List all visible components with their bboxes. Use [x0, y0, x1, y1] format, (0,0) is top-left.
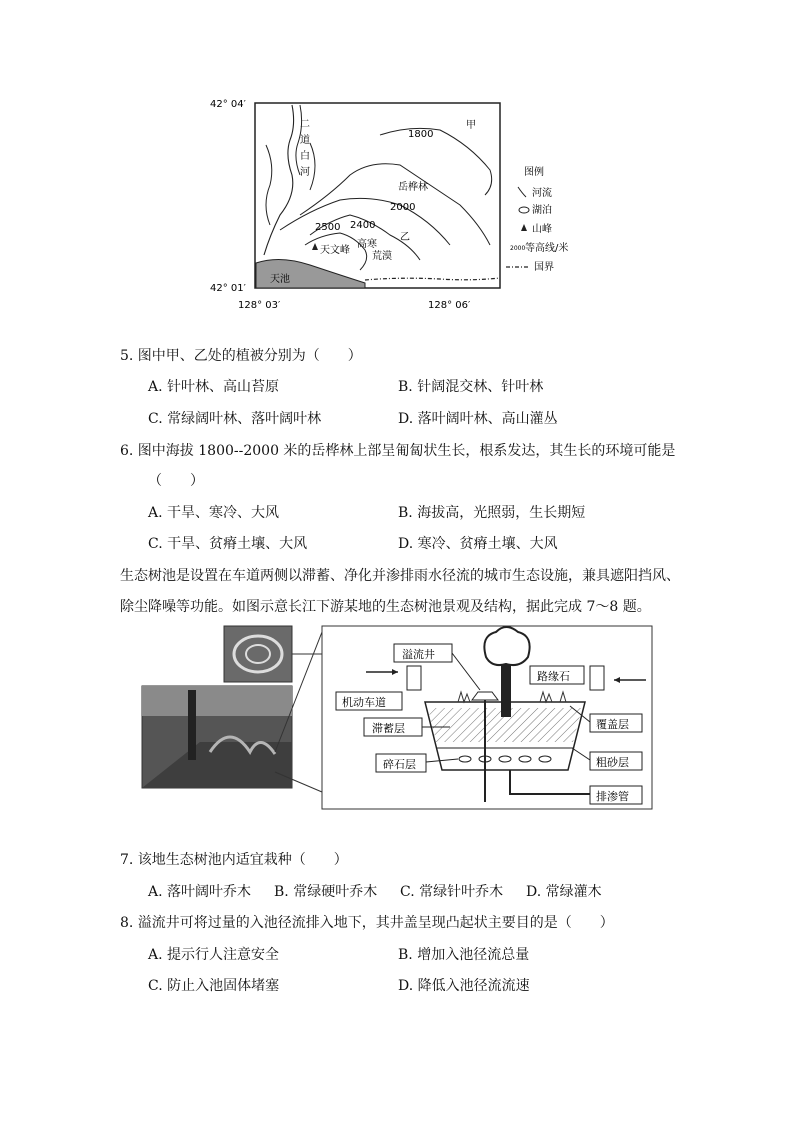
question-8-option-b[interactable]: B. 增加入池径流总量: [398, 947, 530, 963]
label-yi: 乙: [400, 232, 410, 243]
label-coarse-sand: 粗砂层: [596, 756, 629, 769]
legend-border: 国界: [534, 262, 554, 273]
question-6-paren: （ ）: [148, 473, 204, 489]
question-8-option-a[interactable]: A. 提示行人注意安全: [148, 947, 280, 963]
gravel-3: [499, 756, 511, 762]
label-birch-forest: 岳桦林: [398, 182, 428, 193]
question-7-option-d[interactable]: D. 常绿灌木: [526, 884, 602, 900]
label-drain-pipe: 排渗管: [596, 790, 629, 803]
curb-left: [407, 666, 421, 690]
legend-contour: 等高线/米: [525, 243, 569, 254]
question-6-option-c[interactable]: C. 干旱、贫瘠土壤、大风: [148, 536, 308, 552]
label-alpine-2: 荒漠: [372, 251, 392, 262]
lon-right-label: 128° 06′: [428, 300, 471, 311]
question-5-stem: 5. 图中甲、乙处的植被分别为（ ）: [120, 348, 362, 364]
tree-trunk: [501, 662, 511, 717]
label-overflow-well: 溢流井: [402, 648, 435, 661]
curb-right: [590, 666, 604, 690]
lon-left-label: 128° 03′: [238, 300, 281, 311]
contour-label-2400: 2400: [350, 220, 376, 231]
question-5-option-d[interactable]: D. 落叶阔叶林、高山灌丛: [398, 411, 558, 427]
label-tianchi: 天池: [270, 274, 290, 285]
label-curb: 路缘石: [537, 670, 570, 683]
legend-lake: 湖泊: [532, 205, 552, 216]
label-lane: 机动车道: [342, 696, 386, 709]
legend-river: 河流: [532, 188, 552, 199]
question-6-option-a[interactable]: A. 干旱、寒冷、大风: [148, 505, 280, 521]
river-name-4: 河: [300, 167, 310, 178]
contour-label-2000: 2000: [390, 202, 416, 213]
question-8-option-c[interactable]: C. 防止入池固体堵塞: [148, 978, 280, 994]
tree-pool-svg: [140, 622, 660, 817]
label-cover: 覆盖层: [596, 718, 629, 731]
gravel-4: [519, 756, 531, 762]
river-name-2: 道: [300, 135, 310, 146]
question-7-option-a[interactable]: A. 落叶阔叶乔木: [148, 884, 252, 900]
tree-pool-figure: [140, 622, 660, 817]
topographic-map-svg: [200, 95, 569, 315]
gravel-1: [459, 756, 471, 762]
legend-river-icon: [518, 187, 526, 197]
label-tianwen-peak: 天文峰: [320, 245, 350, 256]
question-6-stem: 6. 图中海拔 1800--2000 米的岳桦林上部呈匍匐状生长，根系发达，其生长的环境可能是: [120, 443, 676, 459]
topographic-map-figure: [200, 95, 569, 315]
legend-peak-icon: [521, 224, 527, 231]
legend-contour-sample: 2000: [510, 245, 526, 252]
gravel-5: [539, 756, 551, 762]
photo-street-trunk: [188, 690, 196, 760]
lat-bottom-label: 42° 01′: [210, 283, 246, 294]
contour-label-1800: 1800: [408, 129, 434, 140]
legend-lake-icon: [519, 207, 529, 213]
label-jia: 甲: [466, 120, 476, 131]
legend-title: 图例: [524, 167, 544, 178]
question-5-option-c[interactable]: C. 常绿阔叶林、落叶阔叶林: [148, 411, 322, 427]
question-7-option-c[interactable]: C. 常绿针叶乔木: [400, 884, 504, 900]
lat-top-label: 42° 04′: [210, 99, 246, 110]
question-8-option-d[interactable]: D. 降低入池径流流速: [398, 978, 530, 994]
label-alpine-1: 高寒: [357, 239, 377, 250]
question-5-option-a[interactable]: A. 针叶林、高山苔原: [148, 379, 280, 395]
river-name-1: 二: [300, 119, 310, 130]
question-7-option-b[interactable]: B. 常绿硬叶乔木: [274, 884, 378, 900]
question-8-stem: 8. 溢流井可将过量的入池径流排入地下，其井盖呈现凸起状主要目的是（ ）: [120, 915, 614, 931]
passage-line-2: 除尘降噪等功能。如图示意长江下游某地的生态树池景观及结构，据此完成 7～8 题。: [120, 599, 651, 615]
passage-line-1: 生态树池是设置在车道两侧以滞蓄、净化并渗排雨水径流的城市生态设施，兼具遮阳挡风、: [120, 568, 680, 584]
river-name-3: 白: [300, 151, 310, 162]
question-5-option-b[interactable]: B. 针阔混交林、针叶林: [398, 379, 544, 395]
question-7-stem: 7. 该地生态树池内适宜栽种（ ）: [120, 852, 348, 868]
legend-peak: 山峰: [532, 224, 552, 235]
question-6-option-b[interactable]: B. 海拔高，光照弱，生长期短: [398, 505, 586, 521]
label-gravel: 碎石层: [383, 758, 416, 771]
photo-street-sky: [142, 686, 292, 716]
label-retention: 滞蓄层: [372, 722, 405, 735]
question-6-option-d[interactable]: D. 寒冷、贫瘠土壤、大风: [398, 536, 558, 552]
contour-label-2500: 2500: [315, 222, 341, 233]
